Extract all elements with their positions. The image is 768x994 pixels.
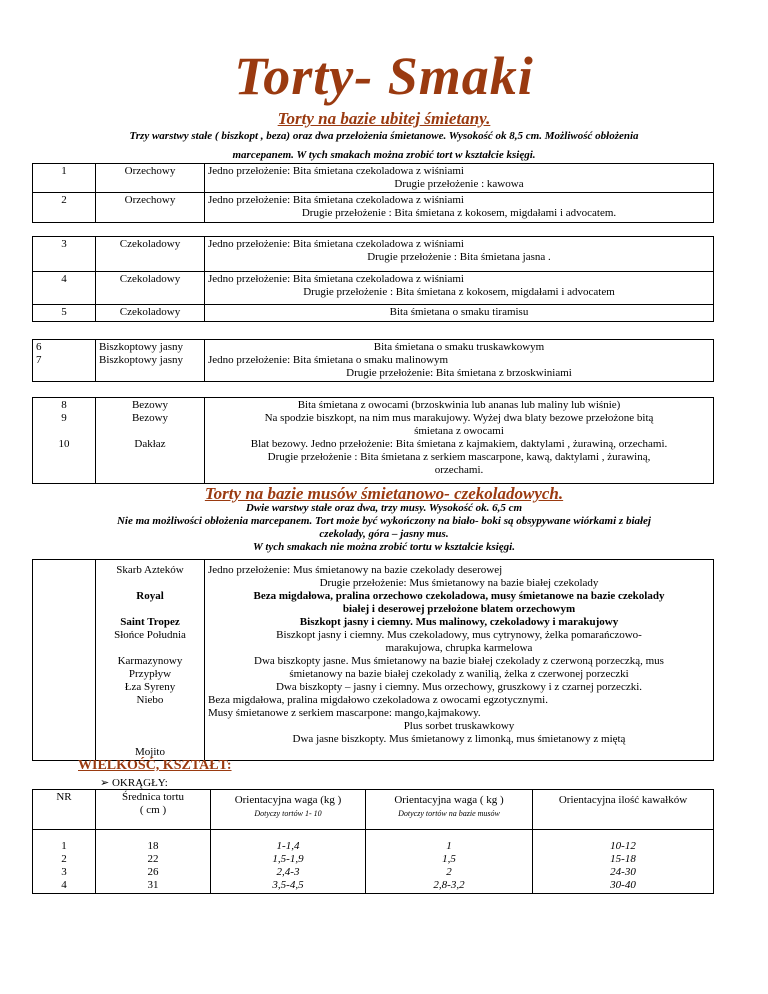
flavor-name: Słońce Południa xyxy=(114,629,186,641)
table-row xyxy=(33,164,714,193)
desc-line: Jedno przełożenie: Bita śmietana czekoladowa z wiśniami xyxy=(208,194,464,206)
mousse-table xyxy=(32,559,714,761)
desc-line: Dwa biszkopty – jasny i ciemny. Mus orzechowy, gruszkowy i z czarnej porzeczki. xyxy=(275,681,643,693)
row-number: 1 xyxy=(33,164,96,193)
row-number: 10 xyxy=(58,438,70,450)
col-weight2 xyxy=(366,830,533,894)
row-number: 4 xyxy=(33,272,96,305)
page-title: Torty- Smaki xyxy=(234,46,534,106)
desc-line: Drugie przełożenie : Bita śmietana z serkiem mascarpone, kawą, daktylami , żurawiną, xyxy=(267,451,651,463)
desc-line: orzechami. xyxy=(434,464,484,476)
bullet-arrow-icon: ➢ xyxy=(100,777,110,789)
cell: 1-1,4 xyxy=(276,840,300,852)
header-text: Średnica tortu xyxy=(121,791,184,803)
header-note: Dotyczy tortów 1- 10 xyxy=(254,809,322,818)
row-numbers xyxy=(33,398,96,484)
cell: 26 xyxy=(147,866,159,878)
row-name: Bezowy xyxy=(131,412,169,424)
row-description xyxy=(205,193,714,223)
section1-heading: Torty na bazie ubitej śmietany. xyxy=(277,109,491,128)
desc-line: Drugie przełożenie : Bita śmietana z kokosem, migdałami i advocatem xyxy=(303,286,615,298)
shape-text: OKRĄGŁY: xyxy=(111,777,168,789)
table-row xyxy=(33,398,714,484)
cell: 22 xyxy=(147,853,159,865)
header-diameter xyxy=(96,790,211,830)
desc-line: Dwa biszkopty jasne. Mus śmietanowy na bazie białej czekolady z czerwoną porzeczką, mus xyxy=(254,655,664,667)
desc-line: białej i deserowej przełożone blatem orzechowym xyxy=(342,603,576,615)
cell: 1,5 xyxy=(442,853,456,865)
cell: 15-18 xyxy=(610,853,636,865)
section2-heading: Torty na bazie musów śmietanowo- czekoladowych. xyxy=(204,484,564,503)
mousse-names xyxy=(96,560,205,761)
header-note: Dotyczy tortów na bazie musów xyxy=(398,809,500,818)
row-name: Dakłaz xyxy=(134,438,166,450)
flavor-name: Skarb Azteków xyxy=(116,564,184,576)
desc-line: Blat bezowy. Jedno przełożenie: Bita śmietana z kajmakiem, daktylami , żurawiną, orzechami. xyxy=(250,438,668,450)
row-number: 2 xyxy=(33,193,96,223)
row-name: Czekoladowy xyxy=(96,237,205,272)
header-pieces: Orientacyjna ilość kawałków xyxy=(533,790,714,830)
desc-line: Drugie przełożenie : kawowa xyxy=(394,178,524,190)
row-description: Bita śmietana o smaku tiramisu xyxy=(205,305,714,322)
desc-line: Na spodzie biszkopt, na nim mus marakujowy. Wyżej dwa blaty bezowe przełożone bitą xyxy=(264,412,654,424)
cell: 1 xyxy=(446,840,452,852)
col-diameter xyxy=(96,830,211,894)
header-nr: NR xyxy=(33,790,96,830)
cell: 31 xyxy=(147,879,159,891)
desc-line: Beza migdałowa, pralina orzechowo czekoladowa, musy śmietanowe na bazie czekolady xyxy=(253,590,665,602)
row-names xyxy=(96,340,205,382)
row-description xyxy=(205,272,714,305)
desc-line: marakujowa, chrupka karmelowa xyxy=(385,642,533,654)
row-description xyxy=(205,340,714,382)
desc-line: Bita śmietana o smaku truskawkowym xyxy=(373,341,545,353)
col-nr xyxy=(33,830,96,894)
flavors-table-d xyxy=(32,397,714,484)
row-name: Bezowy xyxy=(131,399,169,411)
table-row xyxy=(33,272,714,305)
size-table xyxy=(32,789,714,894)
empty-cell xyxy=(33,560,96,761)
flavor-name: Łza Syreny xyxy=(124,681,176,693)
desc-line: Drugie przełożenie : Bita śmietana z kokosem, migdałami i advocatem. xyxy=(301,207,617,219)
row-description xyxy=(205,398,714,484)
desc-line: Biszkopt jasny i ciemny. Mus czekoladowy, mus cytrynowy, żelka pomarańczowo- xyxy=(276,629,642,641)
cell: 10-12 xyxy=(610,840,636,852)
row-number: 6 xyxy=(36,341,42,353)
desc-line: śmietana z owocami xyxy=(414,425,504,437)
row-number: 9 xyxy=(61,412,67,424)
cell: 2 xyxy=(446,866,452,878)
desc-line: Jedno przełożenie: Mus śmietanowy na bazie czekolady deserowej xyxy=(208,564,503,576)
desc-line: Jedno przełożenie: Bita śmietana czekoladowa z wiśniami xyxy=(208,273,464,285)
cell: 2 xyxy=(61,853,67,865)
desc-line: Drugie przełożenie: Mus śmietanowy na bazie białej czekolady xyxy=(319,577,599,589)
table-row xyxy=(33,830,714,894)
header-text: Orientacyjna waga (kg ) xyxy=(234,794,342,806)
row-description xyxy=(205,164,714,193)
cell: 1,5-1,9 xyxy=(272,853,304,865)
row-name: Biszkoptowy jasny xyxy=(99,354,184,366)
header-weight1 xyxy=(211,790,366,830)
flavors-table-c xyxy=(32,339,714,382)
desc-line: śmietanowy na bazie białej czekolady z wanilią, żelka z czerwonej porzeczki xyxy=(289,668,629,680)
header-weight2 xyxy=(366,790,533,830)
flavor-name: Niebo xyxy=(136,694,164,706)
flavor-name: Karmazynowy xyxy=(117,655,183,667)
desc-line: Musy śmietanowe z serkiem mascarpone: mango,kajmakowy. xyxy=(208,707,481,719)
section2-intro-line4: W tych smakach nie można zrobić tortu w kształcie księgi. xyxy=(253,541,515,553)
desc-line: Beza migdałowa, pralina migdałowo czekoladowa z owocami egzotycznymi. xyxy=(208,694,548,706)
section2-intro-line2: Nie ma możliwości obłożenia marcepanem. Tort może być wykończony na biało- boki są obsypywane wiórkami z białej xyxy=(116,515,651,527)
mousse-descriptions xyxy=(205,560,714,761)
section2-intro-line1: Dwie warstwy stałe oraz dwa, trzy musy. Wysokość ok. 6,5 cm xyxy=(245,502,523,514)
desc-line: Jedno przełożenie: Bita śmietana o smaku malinowym xyxy=(208,354,449,366)
cell: 4 xyxy=(61,879,67,891)
row-number: 8 xyxy=(61,399,67,411)
row-name: Czekoladowy xyxy=(96,272,205,305)
row-name: Orzechowy xyxy=(96,193,205,223)
cell: 1 xyxy=(61,840,67,852)
flavor-name: Przypływ xyxy=(128,668,172,680)
row-name: Biszkoptowy jasny xyxy=(99,341,184,353)
row-number: 7 xyxy=(36,354,42,366)
row-numbers xyxy=(33,340,96,382)
header-text: Orientacyjna waga ( kg ) xyxy=(394,794,504,806)
cell: 3,5-4,5 xyxy=(272,879,304,891)
row-number: 5 xyxy=(33,305,96,322)
cell: 3 xyxy=(61,866,67,878)
row-number: 3 xyxy=(33,237,96,272)
cell: 24-30 xyxy=(610,866,636,878)
row-names xyxy=(96,398,205,484)
cell: 2,8-3,2 xyxy=(433,879,465,891)
flavor-name: Royal xyxy=(136,590,164,602)
desc-line: Jedno przełożenie: Bita śmietana czekoladowa z wiśniami xyxy=(208,165,464,177)
flavors-table-a xyxy=(32,163,714,223)
row-name: Czekoladowy xyxy=(96,305,205,322)
flavor-name: Mojito xyxy=(135,746,165,758)
table-row xyxy=(33,305,714,322)
section1-intro-line2: marcepanem. W tych smakach można zrobić tort w kształcie księgi. xyxy=(232,149,536,161)
cell: 2,4-3 xyxy=(276,866,300,878)
desc-line: Dwa jasne biszkopty. Mus śmietanowy z limonką, mus śmietanowy z miętą xyxy=(292,733,626,745)
row-description xyxy=(205,237,714,272)
flavor-name: Saint Tropez xyxy=(120,616,180,628)
section2-intro-line3: czekolady, góra – jasny mus. xyxy=(319,528,449,540)
table-row xyxy=(33,340,714,382)
table-header-row xyxy=(33,790,714,830)
desc-line: Biszkopt jasny i ciemny. Mus malinowy, czekoladowy i marakujowy xyxy=(299,616,619,628)
desc-line: Drugie przełożenie: Bita śmietana z brzoskwiniami xyxy=(346,367,572,379)
shape-label xyxy=(100,776,168,789)
col-pieces xyxy=(533,830,714,894)
size-heading: WIELKOŚĆ, KSZTAŁT: xyxy=(78,758,232,773)
header-unit: ( cm ) xyxy=(139,804,167,816)
table-row xyxy=(33,237,714,272)
desc-line: Jedno przełożenie: Bita śmietana czekoladowa z wiśniami xyxy=(208,238,464,250)
col-weight1 xyxy=(211,830,366,894)
cell: 30-40 xyxy=(610,879,636,891)
table-row xyxy=(33,193,714,223)
cell: 18 xyxy=(147,840,159,852)
section1-intro-line1: Trzy warstwy stałe ( biszkopt , beza) oraz dwa przełożenia śmietanowe. Wysokość ok 8,5 cm. Możliwość obłożenia xyxy=(129,130,639,142)
desc-line: Plus sorbet truskawkowy xyxy=(403,720,515,732)
table-row xyxy=(33,560,714,761)
desc-line: Bita śmietana z owocami (brzoskwinia lub ananas lub maliny lub wiśnie) xyxy=(297,399,621,411)
flavors-table-b xyxy=(32,236,714,322)
desc-line: Drugie przełożenie : Bita śmietana jasna . xyxy=(367,251,551,263)
row-name: Orzechowy xyxy=(96,164,205,193)
